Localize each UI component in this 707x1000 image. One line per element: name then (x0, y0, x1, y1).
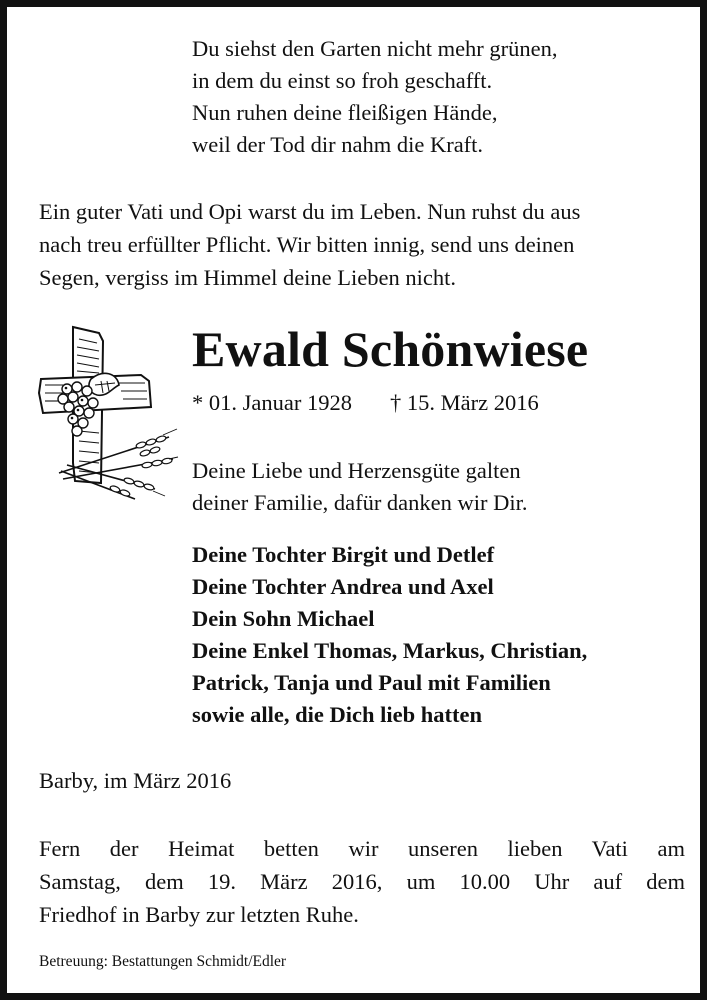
poem (192, 33, 558, 161)
mourners-list (192, 539, 587, 731)
poem-line: weil der Tod dir nahm die Kraft. (192, 132, 484, 157)
place-and-date: Barby, im März 2016 (39, 768, 232, 793)
mourner-line: Dein Sohn Michael (192, 606, 375, 631)
mourner-line: Deine Enkel Thomas, Markus, Christian, (192, 638, 588, 663)
mourner-line: sowie alle, die Dich lieb hatten (192, 702, 482, 727)
thanks-line: deiner Familie, dafür danken wir Dir. (192, 490, 528, 515)
thanks-line: Deine Liebe und Herzensgüte galten (192, 458, 521, 483)
mourner-line: Patrick, Tanja und Paul mit Familien (192, 670, 551, 695)
funeral-line: Samstag, dem 19. März 2016, um 10.00 Uhr auf dem (39, 869, 685, 894)
birth-date: * 01. Januar 1928 (192, 390, 352, 415)
intro-line: Ein guter Vati und Opi warst du im Leben. Nun ruhst du aus (39, 199, 581, 224)
funeral-notice (39, 832, 685, 931)
death-date: † 15. März 2016 (389, 390, 539, 415)
life-dates (192, 387, 539, 419)
intro-line: Segen, vergiss im Himmel deine Lieben nicht. (39, 265, 456, 290)
thanks-text (192, 455, 528, 519)
intro-line: nach treu erfüllter Pflicht. Wir bitten innig, send uns deinen (39, 232, 575, 257)
undertaker-credit: Betreuung: Bestattungen Schmidt/Edler (39, 953, 287, 970)
poem-line: Du siehst den Garten nicht mehr grünen, (192, 36, 558, 61)
funeral-line: Fern der Heimat betten wir unseren lieben Vati am (39, 836, 685, 861)
poem-line: Nun ruhen deine fleißigen Hände, (192, 100, 498, 125)
intro-text (39, 195, 685, 294)
cross-with-grapes-and-wheat-icon (37, 323, 179, 501)
mourner-line: Deine Tochter Andrea und Axel (192, 574, 494, 599)
deceased-name: Ewald Schönwiese (192, 321, 589, 377)
funeral-line: Friedhof in Barby zur letzten Ruhe. (39, 902, 359, 927)
poem-line: in dem du einst so froh geschafft. (192, 68, 493, 93)
mourner-line: Deine Tochter Birgit und Detlef (192, 542, 495, 567)
